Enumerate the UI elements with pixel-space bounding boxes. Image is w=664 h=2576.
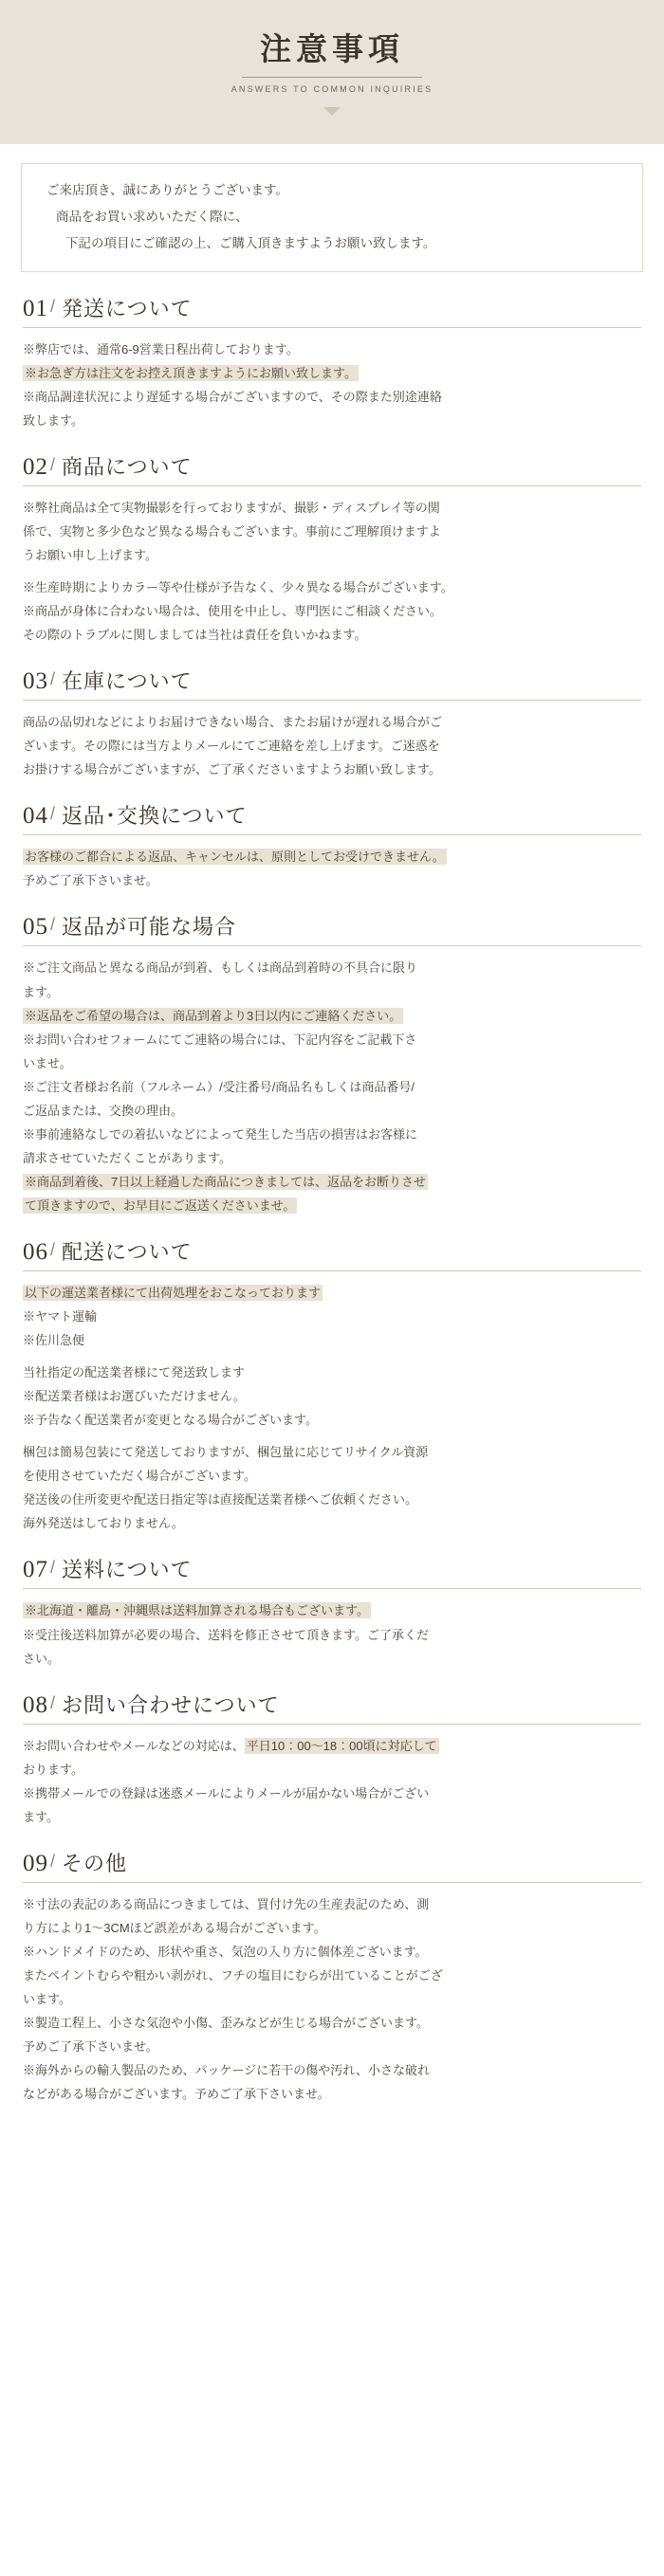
- slash-icon: /: [50, 1558, 56, 1578]
- line-text: ※お問い合わせフォームにてご連絡の場合には、下記内容をご記載下さ: [23, 1032, 417, 1047]
- section-heading: [23, 451, 641, 486]
- slash-icon: /: [50, 1851, 56, 1871]
- section-line: [23, 1306, 641, 1326]
- section-line: [23, 1330, 641, 1350]
- section-number: 04: [23, 803, 48, 830]
- section-title: お問い合わせについて: [62, 1692, 280, 1717]
- line-text: ※寸法の表記のある商品につきましては、買付け先の生産表記のため、測: [23, 1896, 430, 1911]
- section-05: [0, 911, 664, 1215]
- line-text: を使用させていただく場合がございます。: [23, 1469, 256, 1484]
- section-number: 08: [23, 1691, 48, 1718]
- section-line: [23, 1030, 641, 1050]
- line-text: うお願い申し上げます。: [23, 548, 157, 563]
- section-number: 07: [23, 1557, 48, 1583]
- line-text: ※ハンドメイドのため、形状や重さ、気泡の入り方に個体差ございます。: [23, 1944, 428, 1959]
- line-text: ※佐川急便: [23, 1333, 85, 1348]
- section-line: [23, 1736, 641, 1756]
- section-line: [23, 759, 641, 779]
- line-text: 梱包は簡易包装にて発送しておりますが、梱包量に応じてリサイクル資源: [23, 1445, 429, 1460]
- section-line: [23, 1386, 641, 1406]
- section-title: 在庫について: [62, 669, 193, 694]
- sections-container: [0, 293, 664, 2104]
- section-09: [0, 1848, 664, 2104]
- section-line: [23, 958, 641, 977]
- section-03: [0, 666, 664, 779]
- section-heading: [23, 666, 641, 701]
- section-heading: [23, 1690, 641, 1725]
- line-text: ※配送業者様はお選びいただけません。: [23, 1389, 246, 1404]
- section-body: [23, 1894, 641, 2104]
- section-line: [23, 1442, 641, 1462]
- section-line: [23, 521, 641, 541]
- line-text: またペイントむらや粗かい剥がれ、フチの塩目にむらが出ていることがござ: [23, 1967, 443, 1982]
- line-text-plain: ※お問い合わせやメールなどの対応は、: [23, 1738, 245, 1753]
- line-text: 商品の品切れなどによりお届けできない場合、またお届けが遅れる場合がご: [23, 715, 443, 730]
- section-title: 発送について: [62, 296, 193, 320]
- section-title: 送料について: [62, 1558, 193, 1582]
- section-line: [23, 601, 641, 621]
- section-line: [23, 1989, 641, 2009]
- section-number: 02: [23, 453, 48, 480]
- line-text: ※事前連絡なしでの着払いなどによって発生した当店の損害はお客様に: [23, 1126, 418, 1142]
- line-text: ※製造工程上、小さな気泡や小傷、歪みなどが生じる場合がございます。: [23, 2016, 429, 2031]
- section-08: [0, 1690, 664, 1827]
- section-line: [23, 1172, 641, 1192]
- line-text-highlighted: 以下の運送業者様にて出荷処理をおこなっております: [25, 1285, 322, 1300]
- section-number: 01: [23, 295, 48, 321]
- section-line: [23, 870, 641, 890]
- section-line: [23, 2084, 641, 2104]
- section-heading: [23, 1848, 641, 1883]
- line-text: 係で、実物と多少色など異なる場合もございます。事前にご理解頂けますよ: [23, 524, 441, 539]
- intro-box: [21, 163, 643, 272]
- section-line: [23, 1006, 641, 1026]
- section-line: [23, 847, 641, 867]
- intro-line-3: 下記の項目にご確認の上、ご購入頂きますようお願い致します。: [65, 235, 436, 250]
- section-line: [23, 339, 641, 359]
- line-text: ※受注後送料加算が必要の場合、送料を修正させて頂きます。ご了承くだ: [23, 1627, 429, 1642]
- section-title: 返品･交換について: [62, 804, 248, 829]
- section-heading: [23, 1554, 641, 1589]
- section-line: [23, 2037, 641, 2056]
- section-line: [23, 545, 641, 565]
- section-04: [0, 800, 664, 890]
- section-line: [23, 1053, 641, 1073]
- line-text: 予めご了承下さいませ。: [23, 2039, 158, 2055]
- section-heading: [23, 800, 641, 835]
- line-text: 請求させていただくことがあります。: [23, 1150, 231, 1165]
- section-line: [23, 577, 641, 597]
- line-text-highlighted: ※商品到着後、7日以上経過した商品につきましては、返品をお断りさせ: [25, 1174, 426, 1189]
- line-text: ます。: [23, 1809, 59, 1824]
- section-body: [23, 498, 641, 645]
- section-line: [23, 625, 641, 645]
- line-text-highlighted: て頂きますので、お早目にご返送くださいませ。: [25, 1197, 296, 1213]
- down-arrow-icon: [323, 107, 341, 116]
- line-text-highlighted: ※返品をご希望の場合は、商品到着より3日以内にご連絡ください。: [25, 1008, 402, 1023]
- section-line: [23, 411, 641, 430]
- line-text: 致します。: [23, 412, 83, 428]
- line-text: ざいます。その際には当方よりメールにてご連絡を差し上げます。ご迷惑を: [23, 739, 440, 754]
- section-line: [23, 1196, 641, 1215]
- line-text: ※商品が身体に合わない場合は、使用を中止し、専門医にご相談ください。: [23, 604, 443, 619]
- section-06: [0, 1236, 664, 1533]
- section-title: 返品が可能な場合: [62, 915, 237, 940]
- section-line: [23, 1362, 641, 1382]
- section-line: [23, 1489, 641, 1509]
- section-line: [23, 1466, 641, 1486]
- line-text: り方により1～3CMほど誤差がある場合がございます。: [23, 1920, 326, 1935]
- line-text: さい。: [23, 1651, 61, 1666]
- section-line: [23, 982, 641, 1002]
- section-line: [23, 1942, 641, 1962]
- section-body: [23, 1283, 641, 1533]
- section-line: [23, 1965, 641, 1985]
- line-text: ※海外からの輸入製品のため、パッケージに若干の傷や汚れ、小さな破れ: [23, 2063, 431, 2078]
- section-line: [23, 736, 641, 756]
- slash-icon: /: [50, 454, 56, 474]
- line-text: ご返品または、交換の理由。: [23, 1103, 184, 1118]
- line-text: ※弊社商品は全て実物撮影を行っておりますが、撮影・ディスプレイ等の関: [23, 500, 440, 515]
- line-text: ※ヤマト運輸: [23, 1309, 98, 1325]
- section-line: [23, 1148, 641, 1168]
- section-line: [23, 1760, 641, 1780]
- slash-icon: /: [50, 804, 56, 824]
- line-text-highlighted: ※お急ぎ方は注文をお控え頂きますようにお願い致します。: [25, 365, 357, 380]
- section-body: [23, 712, 641, 779]
- section-line: [23, 1101, 641, 1121]
- section-body: [23, 847, 641, 890]
- line-text: いませ。: [23, 1055, 72, 1070]
- section-title: 配送について: [62, 1239, 193, 1264]
- line-text: おります。: [23, 1762, 83, 1777]
- section-line: [23, 2013, 641, 2033]
- line-text: ※生産時期によりカラー等や仕様が予告なく、少々異なる場合がございます。: [23, 580, 453, 595]
- section-line: [23, 1077, 641, 1097]
- section-heading: [23, 911, 641, 946]
- section-line: [23, 1649, 641, 1669]
- section-line: [23, 1600, 641, 1620]
- page-header: [0, 0, 664, 144]
- line-text-highlighted: ※北海道・離島・沖縄県は送料加算される場合もございます。: [25, 1603, 369, 1618]
- section-line: [23, 363, 641, 383]
- line-text: 予めご了承下さいませ。: [23, 873, 158, 888]
- line-text: ※ご注文商品と異なる商品が到着、もしくは商品到着時の不具合に限り: [23, 960, 418, 976]
- section-line: [23, 1625, 641, 1645]
- intro-line-1: ご来店頂き、誠にありがとうございます。: [46, 183, 288, 197]
- section-number: 06: [23, 1238, 48, 1265]
- section-line: [23, 1283, 641, 1303]
- section-line: [23, 2060, 641, 2080]
- section-body: [23, 1600, 641, 1668]
- section-line: [23, 712, 641, 732]
- page-subtitle: ANSWERS TO COMMON INQUIRIES: [231, 84, 433, 94]
- section-line: [23, 1410, 641, 1430]
- slash-icon: /: [50, 669, 56, 689]
- section-line: [23, 1124, 641, 1144]
- page-title: 注意事項: [260, 33, 404, 67]
- line-text: います。: [23, 1991, 71, 2006]
- line-text: その際のトラブルに関しましては当社は責任を負いかねます。: [23, 628, 367, 643]
- line-text-highlighted: お客様のご都合による返品、キャンセルは、原則としてお受けできません。: [25, 850, 445, 865]
- section-line: [23, 1918, 641, 1938]
- section-heading: [23, 1236, 641, 1271]
- section-number: 05: [23, 914, 48, 941]
- section-line: [23, 1783, 641, 1803]
- line-text: ※予告なく配送業者が変更となる場合がございます。: [23, 1413, 318, 1428]
- section-body: [23, 1736, 641, 1827]
- section-heading: [23, 293, 641, 328]
- section-07: [0, 1554, 664, 1668]
- section-02: [0, 451, 664, 645]
- section-line: [23, 1807, 641, 1827]
- line-text: 海外発送はしておりません。: [23, 1516, 184, 1531]
- slash-icon: /: [50, 1239, 56, 1259]
- line-text: 当社指定の配送業者様にて発送致します: [23, 1365, 246, 1380]
- section-number: 09: [23, 1850, 48, 1876]
- slash-icon: /: [50, 1692, 56, 1712]
- line-text: ※ご注文者様お名前（フルネーム）/受注番号/商品名もしくは商品番号/: [23, 1079, 415, 1094]
- section-title: 商品について: [62, 454, 193, 479]
- line-text: ※弊店では、通常6-9営業日程出荷しております。: [23, 341, 299, 356]
- line-text: ※携帯メールでの登録は迷惑メールによりメールが届かない場合がござい: [23, 1785, 430, 1800]
- section-body: [23, 339, 641, 430]
- line-text: ※商品調達状況により遅延する場合がございますので、その際また別途連絡: [23, 389, 442, 404]
- line-text: などがある場合がございます。予めご了承下さいませ。: [23, 2087, 330, 2102]
- section-01: [0, 293, 664, 430]
- intro-line-2: 商品をお買い求めいただく際に、: [56, 209, 249, 224]
- section-line: [23, 387, 641, 407]
- slash-icon: /: [50, 296, 56, 316]
- section-line: [23, 1513, 641, 1533]
- slash-icon: /: [50, 915, 56, 935]
- line-text: 発送後の住所変更や配送日指定等は直接配送業者様へご依頼ください。: [23, 1492, 418, 1507]
- line-text-highlighted: 平日10：00～18：00頃に対応して: [246, 1738, 437, 1753]
- section-title: その他: [62, 1851, 128, 1875]
- section-line: [23, 1894, 641, 1914]
- section-line: [23, 498, 641, 518]
- section-body: [23, 958, 641, 1215]
- section-number: 03: [23, 668, 48, 695]
- line-text: お掛けする場合がございますが、ご了承くださいますようお願い致します。: [23, 762, 441, 777]
- line-text: ます。: [23, 984, 59, 999]
- header-divider: [242, 77, 422, 78]
